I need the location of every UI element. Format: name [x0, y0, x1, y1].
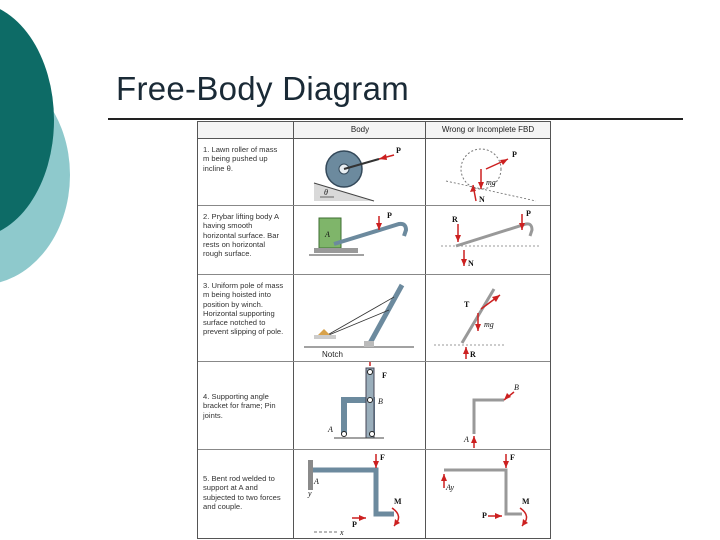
label-theta: θ — [324, 188, 328, 197]
row-number: 1. — [203, 145, 210, 154]
row-1-body-figure — [294, 139, 425, 205]
label-mg: mg — [484, 320, 494, 329]
row-number: 3. — [203, 281, 210, 290]
label-m: M — [394, 497, 402, 506]
row-3-fbd-figure — [426, 275, 550, 361]
label-ay: Ay — [446, 483, 454, 492]
table-header — [198, 122, 550, 139]
row-text: Bent rod welded to support at A and subjected to two forces and couple. — [203, 474, 281, 511]
label-b: B — [378, 397, 383, 406]
label-f: F — [510, 453, 515, 462]
row-1-description — [203, 145, 285, 173]
table-row-1 — [198, 139, 550, 206]
label-n: N — [479, 195, 485, 204]
table-row-3 — [198, 275, 550, 362]
label-a: A — [464, 435, 469, 444]
label-n: N — [468, 259, 474, 268]
label-mg: mg — [486, 178, 496, 187]
label-f: F — [382, 371, 387, 380]
label-b: B — [514, 383, 519, 392]
table-row-5 — [198, 450, 550, 538]
row-2-fbd-figure — [426, 206, 550, 274]
label-p: P — [526, 209, 531, 218]
row-1-fbd-figure — [426, 139, 550, 205]
row-2-body-figure — [294, 206, 425, 274]
row-text: Uniform pole of mass m being hoisted into position by winch. Horizontal supporting surface notched to prevent slipping of pole. — [203, 281, 284, 337]
row-number: 4. — [203, 392, 210, 401]
row-5-fbd-figure — [426, 450, 550, 538]
row-number: 2. — [203, 212, 210, 221]
row-5-body-figure — [294, 450, 425, 538]
label-p: P — [482, 511, 487, 520]
table-row-4 — [198, 362, 550, 450]
row-2-description — [203, 212, 285, 258]
label-r: R — [452, 215, 458, 224]
header-fbd: Wrong or Incomplete FBD — [441, 125, 535, 134]
header-body: Body — [350, 125, 370, 134]
row-3-description — [203, 281, 285, 337]
row-4-body-figure — [294, 362, 425, 449]
label-y: y — [308, 489, 312, 498]
row-5-description — [203, 474, 285, 511]
label-f: F — [380, 453, 385, 462]
row-text: Prybar lifting body A having smooth horizontal surface. Bar rests on horizontal rough surface. — [203, 212, 279, 259]
label-notch: Notch — [322, 350, 343, 359]
label-a: A — [328, 425, 333, 434]
label-p: P — [387, 211, 392, 220]
label-p: P — [352, 520, 357, 529]
label-m: M — [522, 497, 530, 506]
table-row-2 — [198, 206, 550, 275]
label-x: x — [340, 528, 344, 537]
fbd-table — [197, 121, 551, 539]
row-number: 5. — [203, 474, 210, 483]
row-text: Supporting angle bracket for frame; Pin joints. — [203, 392, 276, 420]
title-divider — [108, 118, 683, 120]
label-a: A — [325, 230, 330, 239]
label-t: T — [464, 300, 470, 309]
slide-title: Free-Body Diagram — [116, 70, 410, 107]
row-text: Lawn roller of mass m being pushed up incline θ. — [203, 145, 278, 173]
row-4-description — [203, 392, 285, 420]
label-a: A — [314, 477, 319, 486]
label-p: P — [512, 150, 517, 159]
label-r: R — [470, 350, 476, 359]
label-p: P — [396, 146, 401, 155]
row-3-body-figure — [294, 275, 425, 361]
row-4-fbd-figure — [426, 362, 550, 449]
